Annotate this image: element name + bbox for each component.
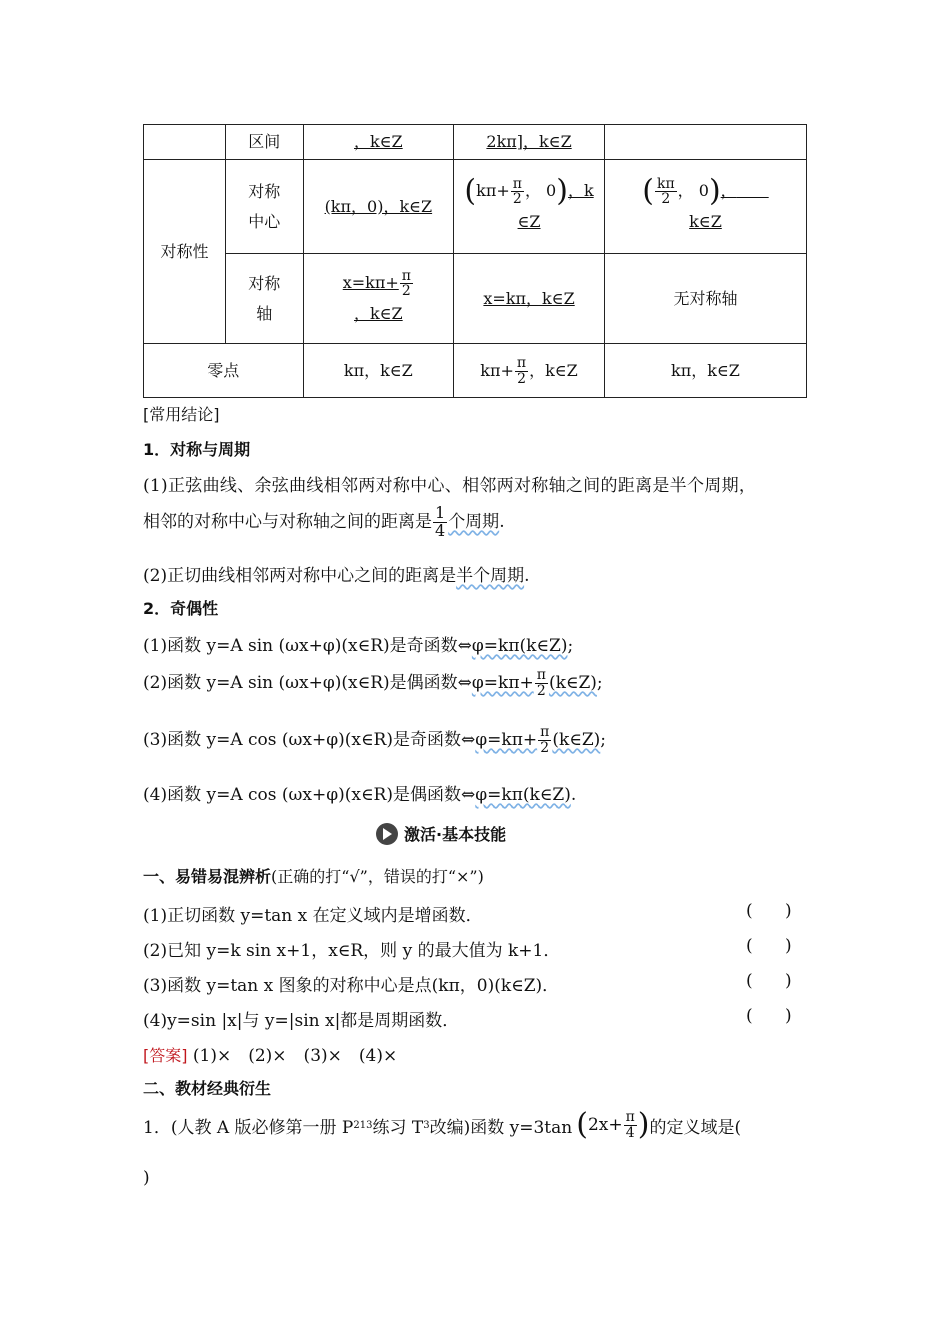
paragraph: (2)正切曲线相邻两对称中心之间的距离是半个周期. xyxy=(143,566,530,586)
common-conclusions-title: [常用结论] xyxy=(143,405,220,424)
answer-tag: [答案] xyxy=(143,1046,188,1065)
axis-cos: x=kπ，k∈Z xyxy=(454,254,605,344)
center-tan xyxy=(604,160,806,254)
paragraph: (4)函数 y=A cos (ωx+φ)(x∈R)是偶函数⇔φ=kπ(k∈Z). xyxy=(143,785,577,805)
row-label-symmetry-axis: 对称轴 xyxy=(226,254,304,344)
center-cos-line2: ∈Z xyxy=(517,212,541,232)
exercise2-heading: 二、教材经典衍生 xyxy=(143,1079,272,1098)
table-row xyxy=(144,125,807,160)
fraction: $\frac{\pi}{2}$ xyxy=(512,175,522,208)
play-icon xyxy=(376,823,398,845)
fraction: $\frac{\pi}{2}$ xyxy=(401,267,411,300)
table-cell-empty xyxy=(144,125,226,160)
answer-blank[interactable]: ( ) xyxy=(746,901,792,921)
fraction: $\frac{k\pi}{2}$ xyxy=(656,175,675,208)
heading-parity: 2．奇偶性 xyxy=(143,599,219,618)
center-sin: (kπ，0)，k∈Z xyxy=(303,160,454,254)
center-cos xyxy=(454,160,605,254)
zero-tan: kπ，k∈Z xyxy=(604,344,806,398)
exercise2-question1-line2: ) xyxy=(143,1168,150,1188)
trig-properties-table xyxy=(143,124,807,398)
table-row xyxy=(144,344,807,398)
row-label-interval: 区间 xyxy=(226,125,304,160)
interval-sin: ，k∈Z xyxy=(303,125,454,160)
answer-line: [答案] (1)× (2)× (3)× (4)× xyxy=(143,1046,398,1066)
axis-tan: 无对称轴 xyxy=(604,254,806,344)
exercise-item: (4)y=sin |x|与 y=|sin x|都是周期函数． xyxy=(143,1011,460,1031)
answer-blank[interactable]: ( ) xyxy=(746,1006,792,1026)
table-row xyxy=(144,160,807,254)
interval-cos: 2kπ]，k∈Z xyxy=(454,125,605,160)
row-label-symmetry-center: 对称中心 xyxy=(226,160,304,254)
paragraph: 相邻的对称中心与对称轴之间的距离是 $\frac{1}{4}$ 个周期. xyxy=(143,503,505,540)
fraction: $\frac{1}{4}$ xyxy=(435,503,446,540)
center-tan-line2: k∈Z xyxy=(689,212,722,232)
fraction: $\frac{\pi}{2}$ xyxy=(536,667,546,699)
fraction: $\frac{\pi}{2}$ xyxy=(540,724,550,756)
paragraph: (1)正弦曲线、余弦曲线相邻两对称中心、相邻两对称轴之间的距离是半个周期， xyxy=(143,476,757,496)
axis-sin: x=kπ+ $\frac{\pi}{2}$ ，k∈Z xyxy=(303,254,454,344)
zero-cos: kπ+ $\frac{\pi}{2}$ ，k∈Z xyxy=(454,344,605,398)
section-title: 激活·基本技能 xyxy=(376,822,506,845)
row-label-zero: 零点 xyxy=(144,344,304,398)
exercise-item: (2)已知 y=k sin x+1，x∈R，则 y 的最大值为 k+1． xyxy=(143,941,561,961)
symmetry-group-label: 对称性 xyxy=(144,160,226,344)
exercise2-question1: 1．(人教 A 版必修第一册 P 213 练习 T 3 改编)函数 y=3tan ( 2x+ $\frac{\pi}{4}$ ) 的定义域是( xyxy=(143,1107,742,1143)
answer-blank[interactable]: ( ) xyxy=(746,936,792,956)
fraction: $\frac{\pi}{2}$ xyxy=(516,354,527,387)
zero-sin: kπ，k∈Z xyxy=(303,344,454,398)
heading-symmetry-period: 1．对称与周期 xyxy=(143,440,251,459)
exercise-item: (3)函数 y=tan x 图象的对称中心是点(kπ，0)(k∈Z)． xyxy=(143,976,560,996)
table-row xyxy=(144,254,807,344)
paragraph: (1)函数 y=A sin (ωx+φ)(x∈R)是奇函数⇔φ=kπ(k∈Z); xyxy=(143,636,574,656)
interval-tan xyxy=(604,125,806,160)
paragraph: (2)函数 y=A sin (ωx+φ)(x∈R)是偶函数⇔φ=kπ+ $\frac{\pi}{2}$ (k∈Z); xyxy=(143,667,603,699)
exercise-item: (1)正切函数 y=tan x 在定义域内是增函数． xyxy=(143,906,483,926)
fraction: $\frac{\pi}{4}$ xyxy=(625,1109,635,1141)
center-cos-line1: (kπ+ $\frac{\pi}{2}$ ， 0)，k xyxy=(464,173,594,209)
center-tan-line1: ( $\frac{k\pi}{2}$ ， 0)， xyxy=(642,173,737,209)
paragraph: (3)函数 y=A cos (ωx+φ)(x∈R)是奇函数⇔φ=kπ+ $\frac{\pi}{2}$ (k∈Z); xyxy=(143,724,607,756)
answer-blank[interactable]: ( ) xyxy=(746,971,792,991)
exercise1-heading: 一、易错易混辨析(正确的打“√”，错误的打“×”) xyxy=(143,867,484,886)
